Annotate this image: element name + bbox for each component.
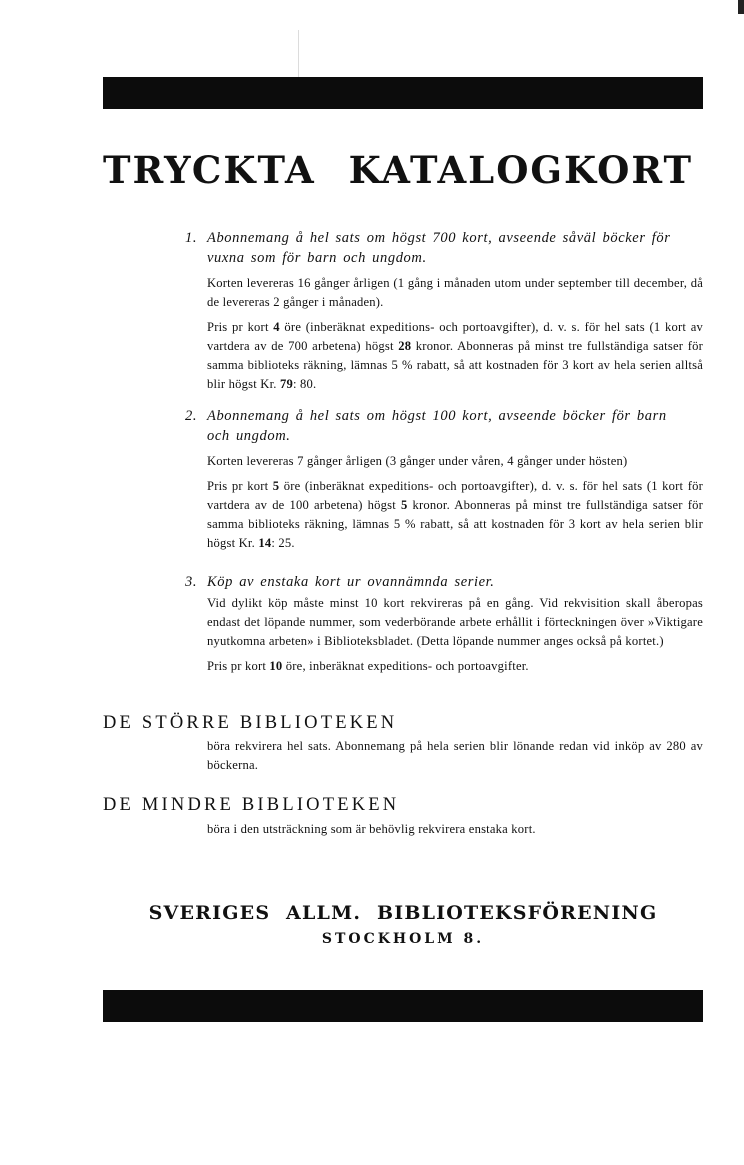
item-price-paragraph [207, 477, 703, 553]
total-value: 28 [398, 339, 412, 353]
total-value: 5 [401, 498, 408, 512]
item-number: 2. [185, 408, 198, 424]
price-value: 5 [272, 479, 280, 493]
price-text: öre (inberäknat expeditions- och portoavgifter), d. v. s. för hel sats (1 kort av vartdera av de 700 arbetena) högst [207, 320, 704, 353]
page-title: TRYCKTA KATALOGKORT [103, 148, 694, 192]
price-text: kronor. Abonneras på minst tre fullständiga satser för samma biblioteks räkning, lämnas 5 % rabatt, så att kostnaden för 3 kort av hela serien blir högst Kr. [207, 498, 703, 550]
price-text: : 25. [271, 536, 295, 550]
price-text: : 80. [292, 377, 317, 391]
item-paragraph: Korten levereras 16 gånger årligen (1 gång i månaden utom under september till december, då de levereras 2 gånger i månaden). [207, 276, 703, 309]
top-black-bar [103, 77, 703, 109]
list-item-2 [185, 406, 703, 553]
section-body-larger-libraries: böra rekvirera hel sats. Abonnemang på hela serien blir lönande redan vid inköp av 280 av böckerna. [207, 739, 703, 772]
price-text: öre (inberäknat expeditions- och portoavgifter), d. v. s. för hel sats (1 kort för vartdera av de 100 arbetena) högst [207, 479, 704, 512]
section-heading-smaller-libraries: DE MINDRE BIBLIOTEKEN [103, 795, 400, 815]
item-price-paragraph [207, 657, 703, 676]
item-heading [185, 228, 703, 268]
item-heading-line: vuxna som för barn och ungdom. [207, 250, 427, 266]
kronor-value: 79 [279, 377, 293, 391]
item-paragraph: Korten levereras 7 gånger årligen (3 gånger under våren, 4 gånger under hösten) [207, 454, 628, 468]
price-text: öre, inberäknat expeditions- och portoavgifter. [282, 659, 529, 673]
item-heading-line: och ungdom. [207, 428, 291, 444]
list-item-3 [185, 572, 703, 676]
organization-city: STOCKHOLM 8. [321, 931, 485, 947]
list-item-1 [185, 228, 703, 394]
item-heading [185, 572, 703, 592]
organization-name: SVERIGES ALLM. BIBLIOTEKSFÖRENING [148, 902, 658, 924]
price-text: Pris pr kort [207, 479, 273, 493]
item-heading [185, 406, 703, 446]
item-heading-line: Abonnemang å hel sats om högst 700 kort, avseende såväl böcker för [207, 230, 671, 246]
scan-corner-mark [738, 0, 744, 14]
item-number: 1. [185, 230, 198, 246]
kronor-value: 14 [258, 536, 272, 550]
section-body-smaller-libraries: böra i den utsträckning som är behövlig rekvirera enstaka kort. [207, 822, 536, 836]
bottom-black-bar [103, 990, 703, 1022]
item-heading-line: Abonnemang å hel sats om högst 100 kort, avseende böcker för barn [207, 408, 667, 424]
item-paragraph: Vid dylikt köp måste minst 10 kort rekvireras på en gång. Vid rekvisition skall åberopas endast det löpande nummer, som vederbörande arbete erhållit i förteckningen över »Viktigare nyutkomna arbeten» i Biblioteksbladet. (Detta löpande nummer anges också på kortet.) [207, 596, 703, 648]
price-value: 4 [273, 320, 280, 334]
price-value: 10 [269, 659, 283, 673]
price-text: Pris pr kort [207, 659, 270, 673]
page-fold-line [298, 30, 299, 80]
item-heading-line: Köp av enstaka kort ur ovannämnda serier. [207, 574, 495, 590]
item-number: 3. [185, 574, 198, 590]
price-text: Pris pr kort [207, 320, 274, 334]
section-heading-larger-libraries: DE STÖRRE BIBLIOTEKEN [103, 713, 398, 733]
price-text: kronor. Abonneras på minst tre fullständiga satser för samma biblioteks räkning, lämnas 5 % rabatt, så att kostnaden för 3 kort av hela serien alltså blir högst Kr. [207, 339, 704, 391]
item-price-paragraph [207, 318, 703, 394]
